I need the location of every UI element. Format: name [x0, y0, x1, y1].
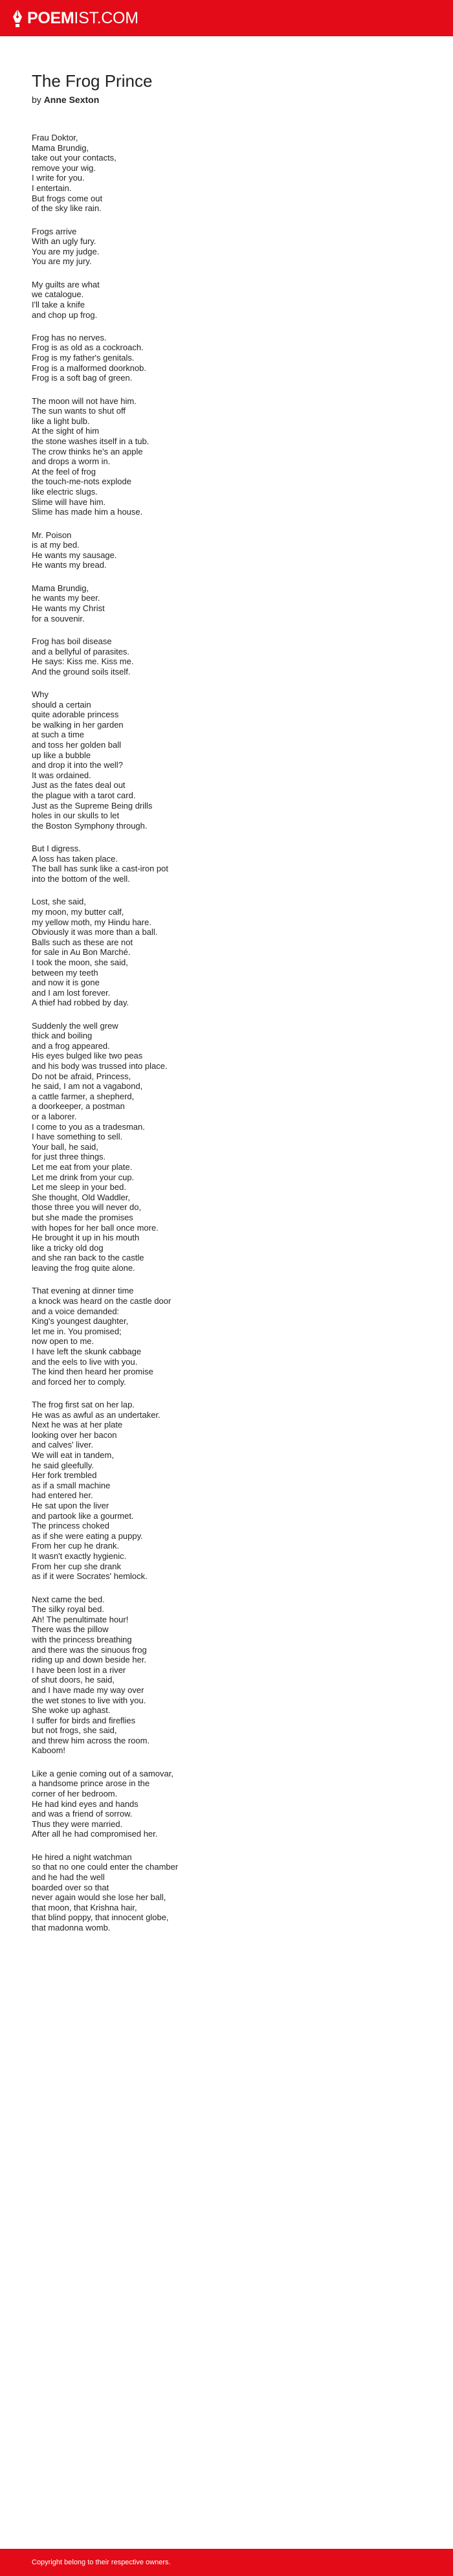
- poem-line: She woke up aghast.: [32, 1705, 111, 1716]
- poem-line: as if she were eating a puppy.: [32, 1530, 143, 1541]
- poem-line: my yellow moth, my Hindu hare.: [32, 917, 151, 927]
- poem-line: and he had the well: [32, 1872, 105, 1882]
- poem-line: be walking in her garden: [32, 719, 124, 730]
- site-logo[interactable]: [12, 7, 138, 29]
- stanza: [32, 1286, 420, 1387]
- poem-line: Like a genie coming out of a samovar,: [32, 1768, 173, 1778]
- poem-line: and calves' liver.: [32, 1440, 93, 1450]
- stanza: [32, 844, 420, 884]
- poem-line: Lost, she said,: [32, 897, 86, 907]
- poem-line: let me in. You promised;: [32, 1326, 122, 1336]
- poem-line: Frog is a soft bag of green.: [32, 373, 133, 383]
- stanza: [32, 1400, 420, 1582]
- poem-line: the plague with a tarot card.: [32, 790, 136, 801]
- poem-line: It wasn't exactly hygienic.: [32, 1551, 127, 1561]
- poem-line: I have been lost in a river: [32, 1664, 126, 1675]
- logo-text-bold: POEM: [27, 9, 74, 27]
- author-name[interactable]: Anne Sexton: [43, 95, 100, 105]
- poem-line: Suddenly the well grew: [32, 1020, 118, 1031]
- byline: [32, 93, 420, 106]
- poem-line: Ah! The penultimate hour!: [32, 1614, 129, 1624]
- poem-line: and toss her golden ball: [32, 740, 122, 750]
- poem-line: had entered her.: [32, 1490, 93, 1501]
- poem-line: and forced her to comply.: [32, 1376, 126, 1387]
- poem-line: With an ugly fury.: [32, 236, 96, 247]
- poem-line: Next he was at her plate: [32, 1420, 123, 1430]
- poem-line: should a certain: [32, 699, 91, 710]
- poem-line: Slime has made him a house.: [32, 507, 143, 517]
- poem-line: like a tricky old dog: [32, 1242, 104, 1253]
- poem-line: leaving the frog quite alone.: [32, 1262, 135, 1273]
- poem-line: thick and boiling: [32, 1031, 93, 1041]
- stanza: [32, 1595, 420, 1756]
- poem-line: that moon, that Krishna hair,: [32, 1902, 137, 1912]
- poem-line: and a frog appeared.: [32, 1040, 110, 1051]
- stanza: [32, 583, 420, 623]
- poem-line: Frog is as old as a cockroach.: [32, 342, 144, 353]
- poem-line: He brought it up in his mouth: [32, 1233, 140, 1243]
- poem-line: with hopes for her ball once more.: [32, 1222, 159, 1233]
- poem-line: Next came the bed.: [32, 1594, 105, 1604]
- poem-line: a handsome prince arose in the: [32, 1778, 150, 1789]
- poem-line: a cattle farmer, a shepherd,: [32, 1091, 135, 1101]
- poem-line: as if it were Socrates' hemlock.: [32, 1571, 148, 1582]
- poem-line: but she made the promises: [32, 1212, 133, 1222]
- stanza: [32, 396, 420, 517]
- poem-line: Frog has boil disease: [32, 636, 112, 646]
- poem-line: He sat upon the liver: [32, 1501, 109, 1511]
- poem-line: those three you will never do,: [32, 1202, 142, 1213]
- stanza: [32, 897, 420, 1008]
- poem-line: The sun wants to shut off: [32, 406, 126, 416]
- poem-line: he wants my beer.: [32, 593, 100, 603]
- poem-line: between my teeth: [32, 967, 98, 978]
- stanza: [32, 636, 420, 677]
- poem-line: a knock was heard on the castle door: [32, 1295, 171, 1306]
- stanza: [32, 133, 420, 214]
- poem-line: at such a time: [32, 730, 84, 740]
- poem-line: and I am lost forever.: [32, 987, 111, 998]
- copyright-text: Copyright belong to their respective owners.: [32, 2559, 171, 2566]
- poem-line: She thought, Old Waddler,: [32, 1192, 131, 1202]
- stanza: [32, 227, 420, 267]
- poem-line: Mama Brundig,: [32, 142, 89, 153]
- poem-line: looking over her bacon: [32, 1429, 117, 1440]
- poem-line: now open to me.: [32, 1336, 94, 1347]
- poem-line: up like a bubble: [32, 750, 91, 760]
- poem-line: Frog is my father's genitals.: [32, 353, 135, 363]
- stanza: [32, 280, 420, 320]
- poem-line: You are my jury.: [32, 256, 92, 267]
- poem-line: At the sight of him: [32, 426, 100, 436]
- poem-line: he said, I am not a vagabond,: [32, 1081, 143, 1092]
- poem-line: The crow thinks he's an apple: [32, 446, 143, 456]
- poem-line: I have left the skunk cabbage: [32, 1346, 142, 1356]
- poem-line: boarded over so that: [32, 1882, 109, 1892]
- poem-line: Balls such as these are not: [32, 937, 133, 947]
- poem-line: and was a friend of sorrow.: [32, 1809, 133, 1819]
- poem-line: Thus they were married.: [32, 1819, 123, 1829]
- stanza: [32, 530, 420, 570]
- poem-line: I'll take a knife: [32, 299, 85, 309]
- poem-line: that blind poppy, that innocent globe,: [32, 1912, 169, 1923]
- poem-line: Why: [32, 689, 49, 700]
- poem-line: Just as the Supreme Being drills: [32, 800, 153, 811]
- poem-line: I have something to sell.: [32, 1132, 123, 1142]
- poem-line: He says: Kiss me. Kiss me.: [32, 656, 134, 667]
- poem-line: as if a small machine: [32, 1480, 111, 1490]
- poem-line: I write for you.: [32, 173, 85, 183]
- poem-line: He hired a night watchman: [32, 1852, 132, 1862]
- poem-line: and a voice demanded:: [32, 1306, 120, 1316]
- poem-line: Kaboom!: [32, 1745, 66, 1756]
- poem-line: My guilts are what: [32, 279, 100, 289]
- poem-line: Let me drink from your cup.: [32, 1172, 135, 1182]
- poem-line: into the bottom of the well.: [32, 873, 130, 884]
- poem-container: [32, 70, 420, 1945]
- poem-line: and chop up frog.: [32, 309, 98, 320]
- poem-line: He wants my sausage.: [32, 550, 117, 560]
- poem-line: Your ball, he said,: [32, 1141, 98, 1152]
- poem-line: and threw him across the room.: [32, 1735, 150, 1745]
- poem-line: like a light bulb.: [32, 416, 90, 426]
- poem-line: Her fork trembled: [32, 1470, 97, 1481]
- poem-line: We will eat in tandem,: [32, 1450, 114, 1461]
- poem-line: the touch-me-nots explode: [32, 476, 131, 487]
- poem-line: He wants my Christ: [32, 603, 105, 613]
- byline-prefix: by: [32, 95, 44, 105]
- poem-line: I entertain.: [32, 183, 72, 193]
- poem-line: and partook like a gourmet.: [32, 1510, 134, 1521]
- stanza: [32, 1021, 420, 1273]
- poem-line: is at my bed.: [32, 540, 80, 550]
- poem-line: Frog has no nerves.: [32, 332, 107, 342]
- poem-line: The princess choked: [32, 1521, 109, 1531]
- poem-line: of the sky like rain.: [32, 203, 102, 214]
- poem-line: we catalogue.: [32, 289, 84, 300]
- poem-line: His eyes bulged like two peas: [32, 1051, 143, 1061]
- poem-line: holes in our skulls to let: [32, 811, 120, 821]
- pen-nib-icon: [12, 8, 23, 28]
- poem-line: my moon, my butter calf,: [32, 906, 124, 917]
- poem-line: Do not be afraid, Princess,: [32, 1071, 131, 1081]
- poem-line: Just as the fates deal out: [32, 780, 126, 790]
- poem-line: I took the moon, she said,: [32, 957, 128, 967]
- poem-line: and a bellyful of parasites.: [32, 646, 130, 656]
- poem-line: riding up and down beside her.: [32, 1655, 147, 1665]
- poem-line: That evening at dinner time: [32, 1286, 134, 1296]
- poem-line: for just three things.: [32, 1152, 106, 1162]
- poem-line: The silky royal bed.: [32, 1604, 104, 1615]
- poem-line: take out your contacts,: [32, 153, 116, 163]
- poem-line: with the princess breathing: [32, 1634, 132, 1644]
- poem-line: The kind then heard her promise: [32, 1367, 153, 1377]
- poem-line: that madonna womb.: [32, 1922, 111, 1932]
- poem-line: Mama Brundig,: [32, 583, 89, 593]
- poem-line: Slime will have him.: [32, 497, 106, 507]
- poem-line: and drops a worm in.: [32, 456, 111, 467]
- poem-line: But frogs come out: [32, 193, 103, 203]
- poem-line: never again would she lose her ball,: [32, 1892, 166, 1903]
- poem-line: I come to you as a tradesman.: [32, 1121, 145, 1132]
- logo-text-thin: IST.COM: [74, 9, 138, 27]
- poem-line: The ball has sunk like a cast-iron pot: [32, 864, 168, 874]
- poem-line: The frog first sat on her lap.: [32, 1400, 135, 1410]
- poem-body: [32, 133, 420, 1933]
- poem-line: A loss has taken place.: [32, 853, 118, 864]
- stanza: [32, 333, 420, 383]
- poem-line: for a souvenir.: [32, 613, 85, 623]
- poem-line: the Boston Symphony through.: [32, 820, 148, 831]
- poem-line: the wet stones to live with you.: [32, 1695, 146, 1705]
- poem-line: But I digress.: [32, 844, 81, 854]
- poem-line: and she ran back to the castle: [32, 1253, 144, 1263]
- poem-line: like electric slugs.: [32, 487, 98, 497]
- stanza: [32, 689, 420, 831]
- poem-line: and the eels to live with you.: [32, 1356, 138, 1367]
- poem-line: He wants my bread.: [32, 560, 107, 570]
- poem-line: or a laborer.: [32, 1112, 77, 1122]
- poem-line: but not frogs, she said,: [32, 1725, 117, 1736]
- poem-line: and his body was trussed into place.: [32, 1061, 168, 1071]
- stanza: [32, 1769, 420, 1839]
- poem-line: a doorkeeper, a postman: [32, 1101, 125, 1112]
- poem-line: remove your wig.: [32, 162, 96, 173]
- poem-line: Frogs arrive: [32, 226, 77, 236]
- poem-line: From her cup he drank.: [32, 1541, 120, 1551]
- poem-line: the stone washes itself in a tub.: [32, 436, 149, 447]
- poem-line: He had kind eyes and hands: [32, 1798, 138, 1809]
- poem-line: Let me eat from your plate.: [32, 1162, 133, 1172]
- poem-line: Mr. Poison: [32, 530, 72, 540]
- poem-line: so that no one could enter the chamber: [32, 1862, 179, 1872]
- poem-line: of shut doors, he said,: [32, 1675, 115, 1685]
- poem-line: for sale in Au Bon Marché.: [32, 947, 131, 958]
- poem-line: And the ground soils itself.: [32, 666, 131, 677]
- poem-title: The Frog Prince: [32, 71, 153, 91]
- poem-line: I suffer for birds and fireflies: [32, 1715, 136, 1725]
- poem-line: Frog is a malformed doorknob.: [32, 363, 147, 373]
- poem-line: At the feel of frog: [32, 466, 96, 476]
- poem-line: The moon will not have him.: [32, 396, 137, 406]
- poem-line: he said gleefully.: [32, 1460, 94, 1470]
- poem-line: It was ordained.: [32, 770, 91, 780]
- poem-line: and drop it into the well?: [32, 760, 123, 770]
- poem-line: corner of her bedroom.: [32, 1789, 118, 1799]
- poem-line: Let me sleep in your bed.: [32, 1182, 126, 1193]
- poem-line: From her cup she drank: [32, 1561, 122, 1571]
- poem-line: After all he had compromised her.: [32, 1829, 158, 1839]
- poem-line: You are my judge.: [32, 246, 100, 256]
- poem-line: King's youngest daughter,: [32, 1316, 129, 1327]
- poem-line: and now it is gone: [32, 978, 100, 988]
- logo-text: [27, 7, 138, 29]
- poem-line: quite adorable princess: [32, 710, 119, 720]
- poem-line: He was as awful as an undertaker.: [32, 1409, 160, 1420]
- poem-line: A thief had robbed by day.: [32, 998, 129, 1008]
- poem-line: Frau Doktor,: [32, 133, 78, 142]
- site-header: [0, 0, 453, 36]
- site-footer: [0, 2549, 453, 2576]
- poem-line: There was the pillow: [32, 1624, 109, 1635]
- poem-line: Obviously it was more than a ball.: [32, 927, 158, 937]
- stanza: [32, 1852, 420, 1933]
- poem-line: and there was the sinuous frog: [32, 1644, 147, 1655]
- poem-line: and I have made my way over: [32, 1685, 144, 1695]
